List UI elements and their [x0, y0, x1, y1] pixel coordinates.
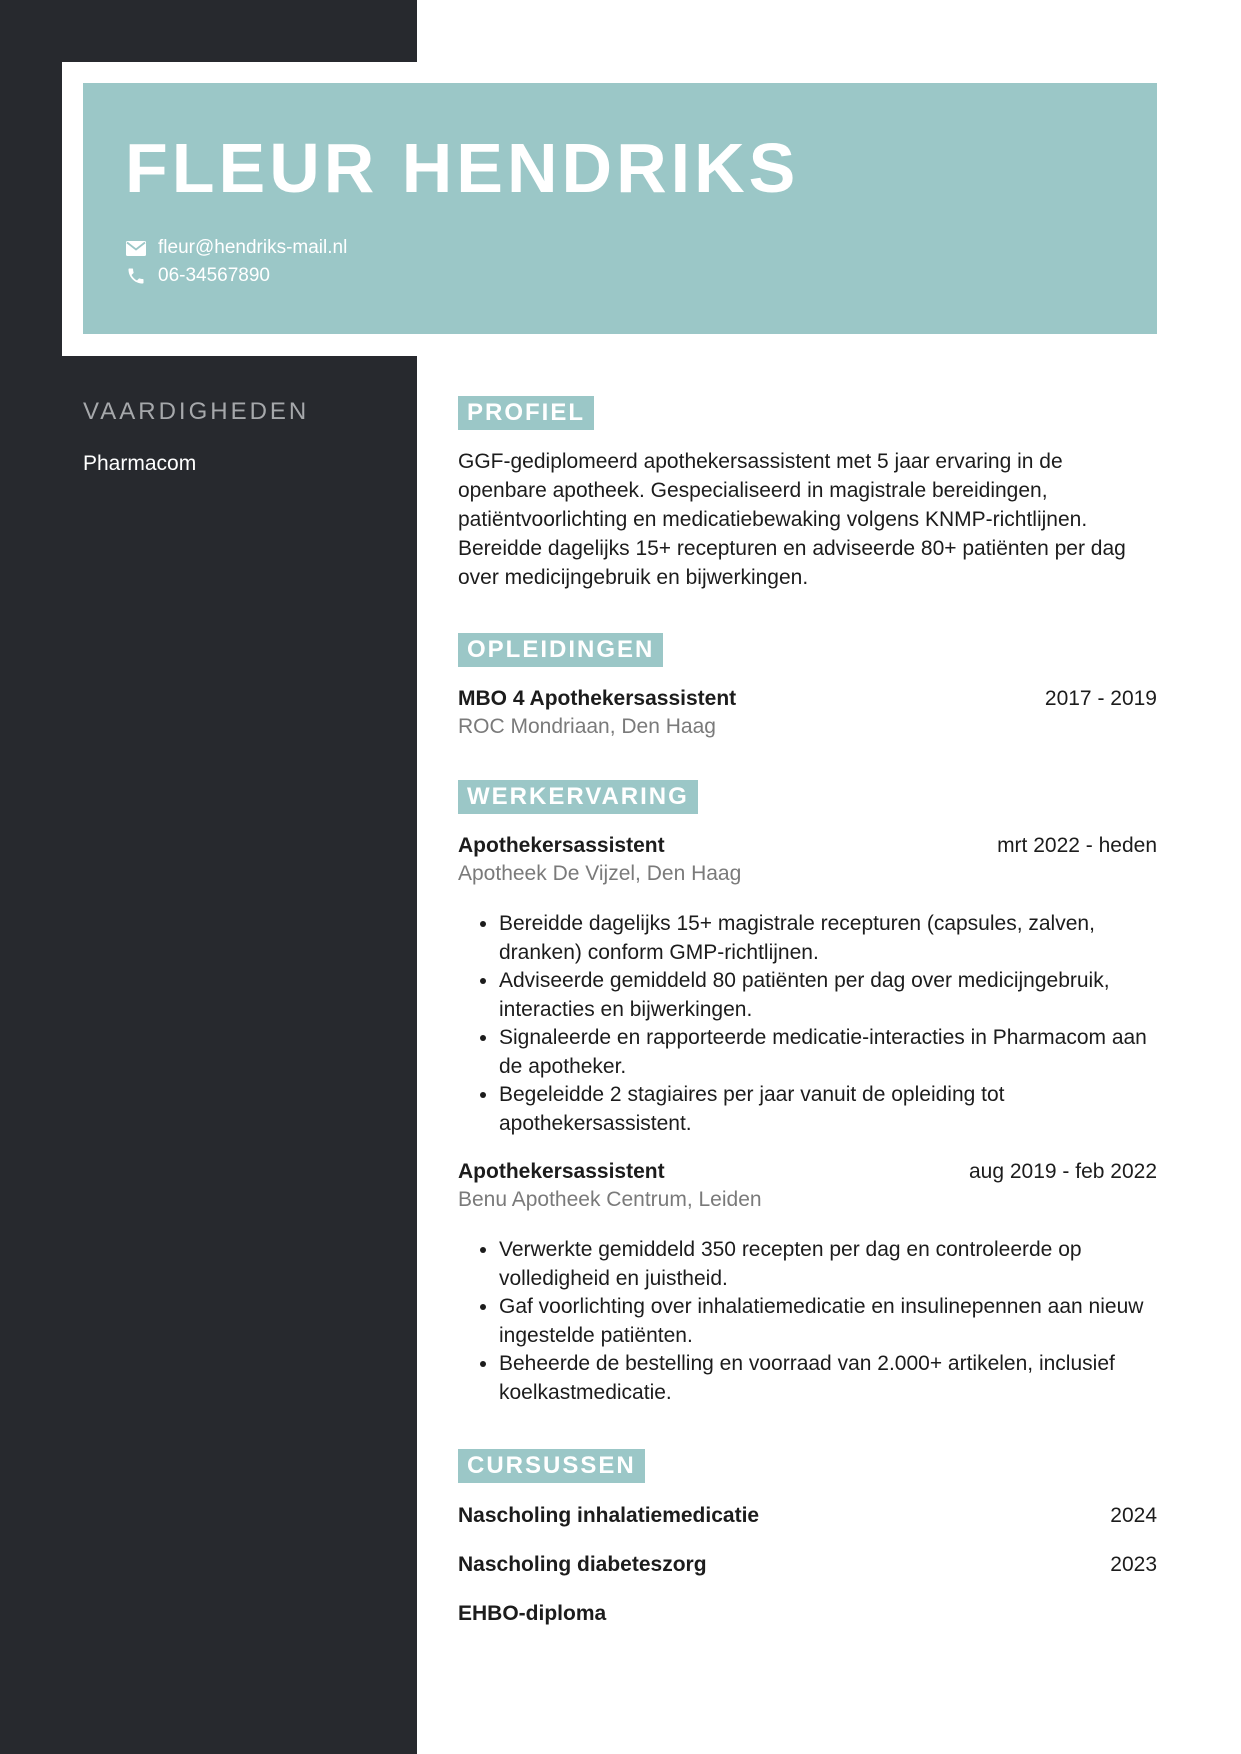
course-name: Nascholing diabeteszorg — [458, 1553, 707, 1576]
phone-icon — [125, 265, 147, 287]
phone-contact — [125, 265, 270, 287]
course-item — [458, 1504, 1157, 1528]
employer-name: Benu Apotheek Centrum, Leiden — [458, 1188, 762, 1211]
education-entry — [458, 687, 1157, 739]
employer-name: Apotheek De Vijzel, Den Haag — [458, 862, 742, 885]
job-period: mrt 2022 - heden — [997, 834, 1157, 857]
job-bullet: • Signaleerde en rapporteerde medicatie-interacties in Pharmacom aan de apotheker. — [499, 1024, 1157, 1081]
skills-heading: VAARDIGHEDEN — [83, 398, 310, 425]
course-year: 2024 — [1110, 1504, 1157, 1527]
job-bullet: • Begeleidde 2 stagiaires per jaar vanuit de opleiding tot apothekersassistent. — [499, 1081, 1157, 1138]
job-entry — [458, 834, 1157, 1138]
course-year: 2023 — [1110, 1553, 1157, 1576]
job-bullets — [458, 910, 1157, 1138]
experience-heading: WERKERVARING — [458, 780, 698, 814]
job-bullets — [458, 1236, 1157, 1407]
phone-text[interactable]: 06-34567890 — [158, 265, 270, 286]
job-role: Apothekersassistent — [458, 834, 665, 857]
header-banner — [83, 83, 1157, 334]
profile-section — [458, 396, 1157, 592]
job-bullet: • Adviseerde gemiddeld 80 patiënten per dag over medicijngebruik, interacties en bijwerkingen. — [499, 967, 1157, 1024]
course-item — [458, 1602, 1157, 1626]
course-name: Nascholing inhalatiemedicatie — [458, 1504, 760, 1527]
course-item — [458, 1553, 1157, 1577]
school-name: ROC Mondriaan, Den Haag — [458, 715, 716, 738]
job-bullet: • Beheerde de bestelling en voorraad van 2.000+ artikelen, inclusief koelkastmedicatie. — [499, 1350, 1157, 1407]
job-bullet: • Gaf voorlichting over inhalatiemedicatie en insulinepennen aan nieuw ingestelde patiënten. — [499, 1293, 1157, 1350]
courses-heading: CURSUSSEN — [458, 1449, 645, 1483]
envelope-icon — [125, 237, 147, 259]
main-content — [458, 396, 1157, 1626]
job-bullet: • Verwerkte gemiddeld 350 recepten per dag en controleerde op volledigheid en juistheid. — [499, 1236, 1157, 1293]
experience-section — [458, 780, 1157, 1407]
education-period: 2017 - 2019 — [1044, 687, 1157, 710]
candidate-name: FLEUR HENDRIKS — [125, 129, 800, 207]
skill-item: Pharmacom — [83, 452, 197, 475]
email-contact — [125, 237, 347, 259]
job-bullet: • Bereidde dagelijks 15+ magistrale recepturen (capsules, zalven, dranken) conform GMP-richtlijnen. — [499, 910, 1157, 967]
job-role: Apothekersassistent — [458, 1160, 665, 1183]
course-name: EHBO-diploma — [458, 1602, 607, 1625]
job-entry — [458, 1160, 1157, 1407]
profile-text: GGF-gediplomeerd apothekersassistent met 5 jaar ervaring in de openbare apotheek. Gespecialiseerd in magistrale bereidingen, patiëntvoorlichting en medicatiebewaking volgens KNMP-richtlijnen. Bereidde dagelijks 15+ recepturen en adviseerde 80+ patiënten per dag over medicijngebruik en bijwerkingen. — [458, 450, 1126, 589]
degree-title: MBO 4 Apothekersassistent — [458, 687, 737, 710]
education-section — [458, 633, 1157, 739]
courses-section — [458, 1449, 1157, 1626]
email-text[interactable]: fleur@hendriks-mail.nl — [158, 237, 348, 258]
education-heading: OPLEIDINGEN — [458, 633, 663, 667]
job-period: aug 2019 - feb 2022 — [969, 1160, 1157, 1183]
profile-heading: PROFIEL — [458, 396, 594, 430]
